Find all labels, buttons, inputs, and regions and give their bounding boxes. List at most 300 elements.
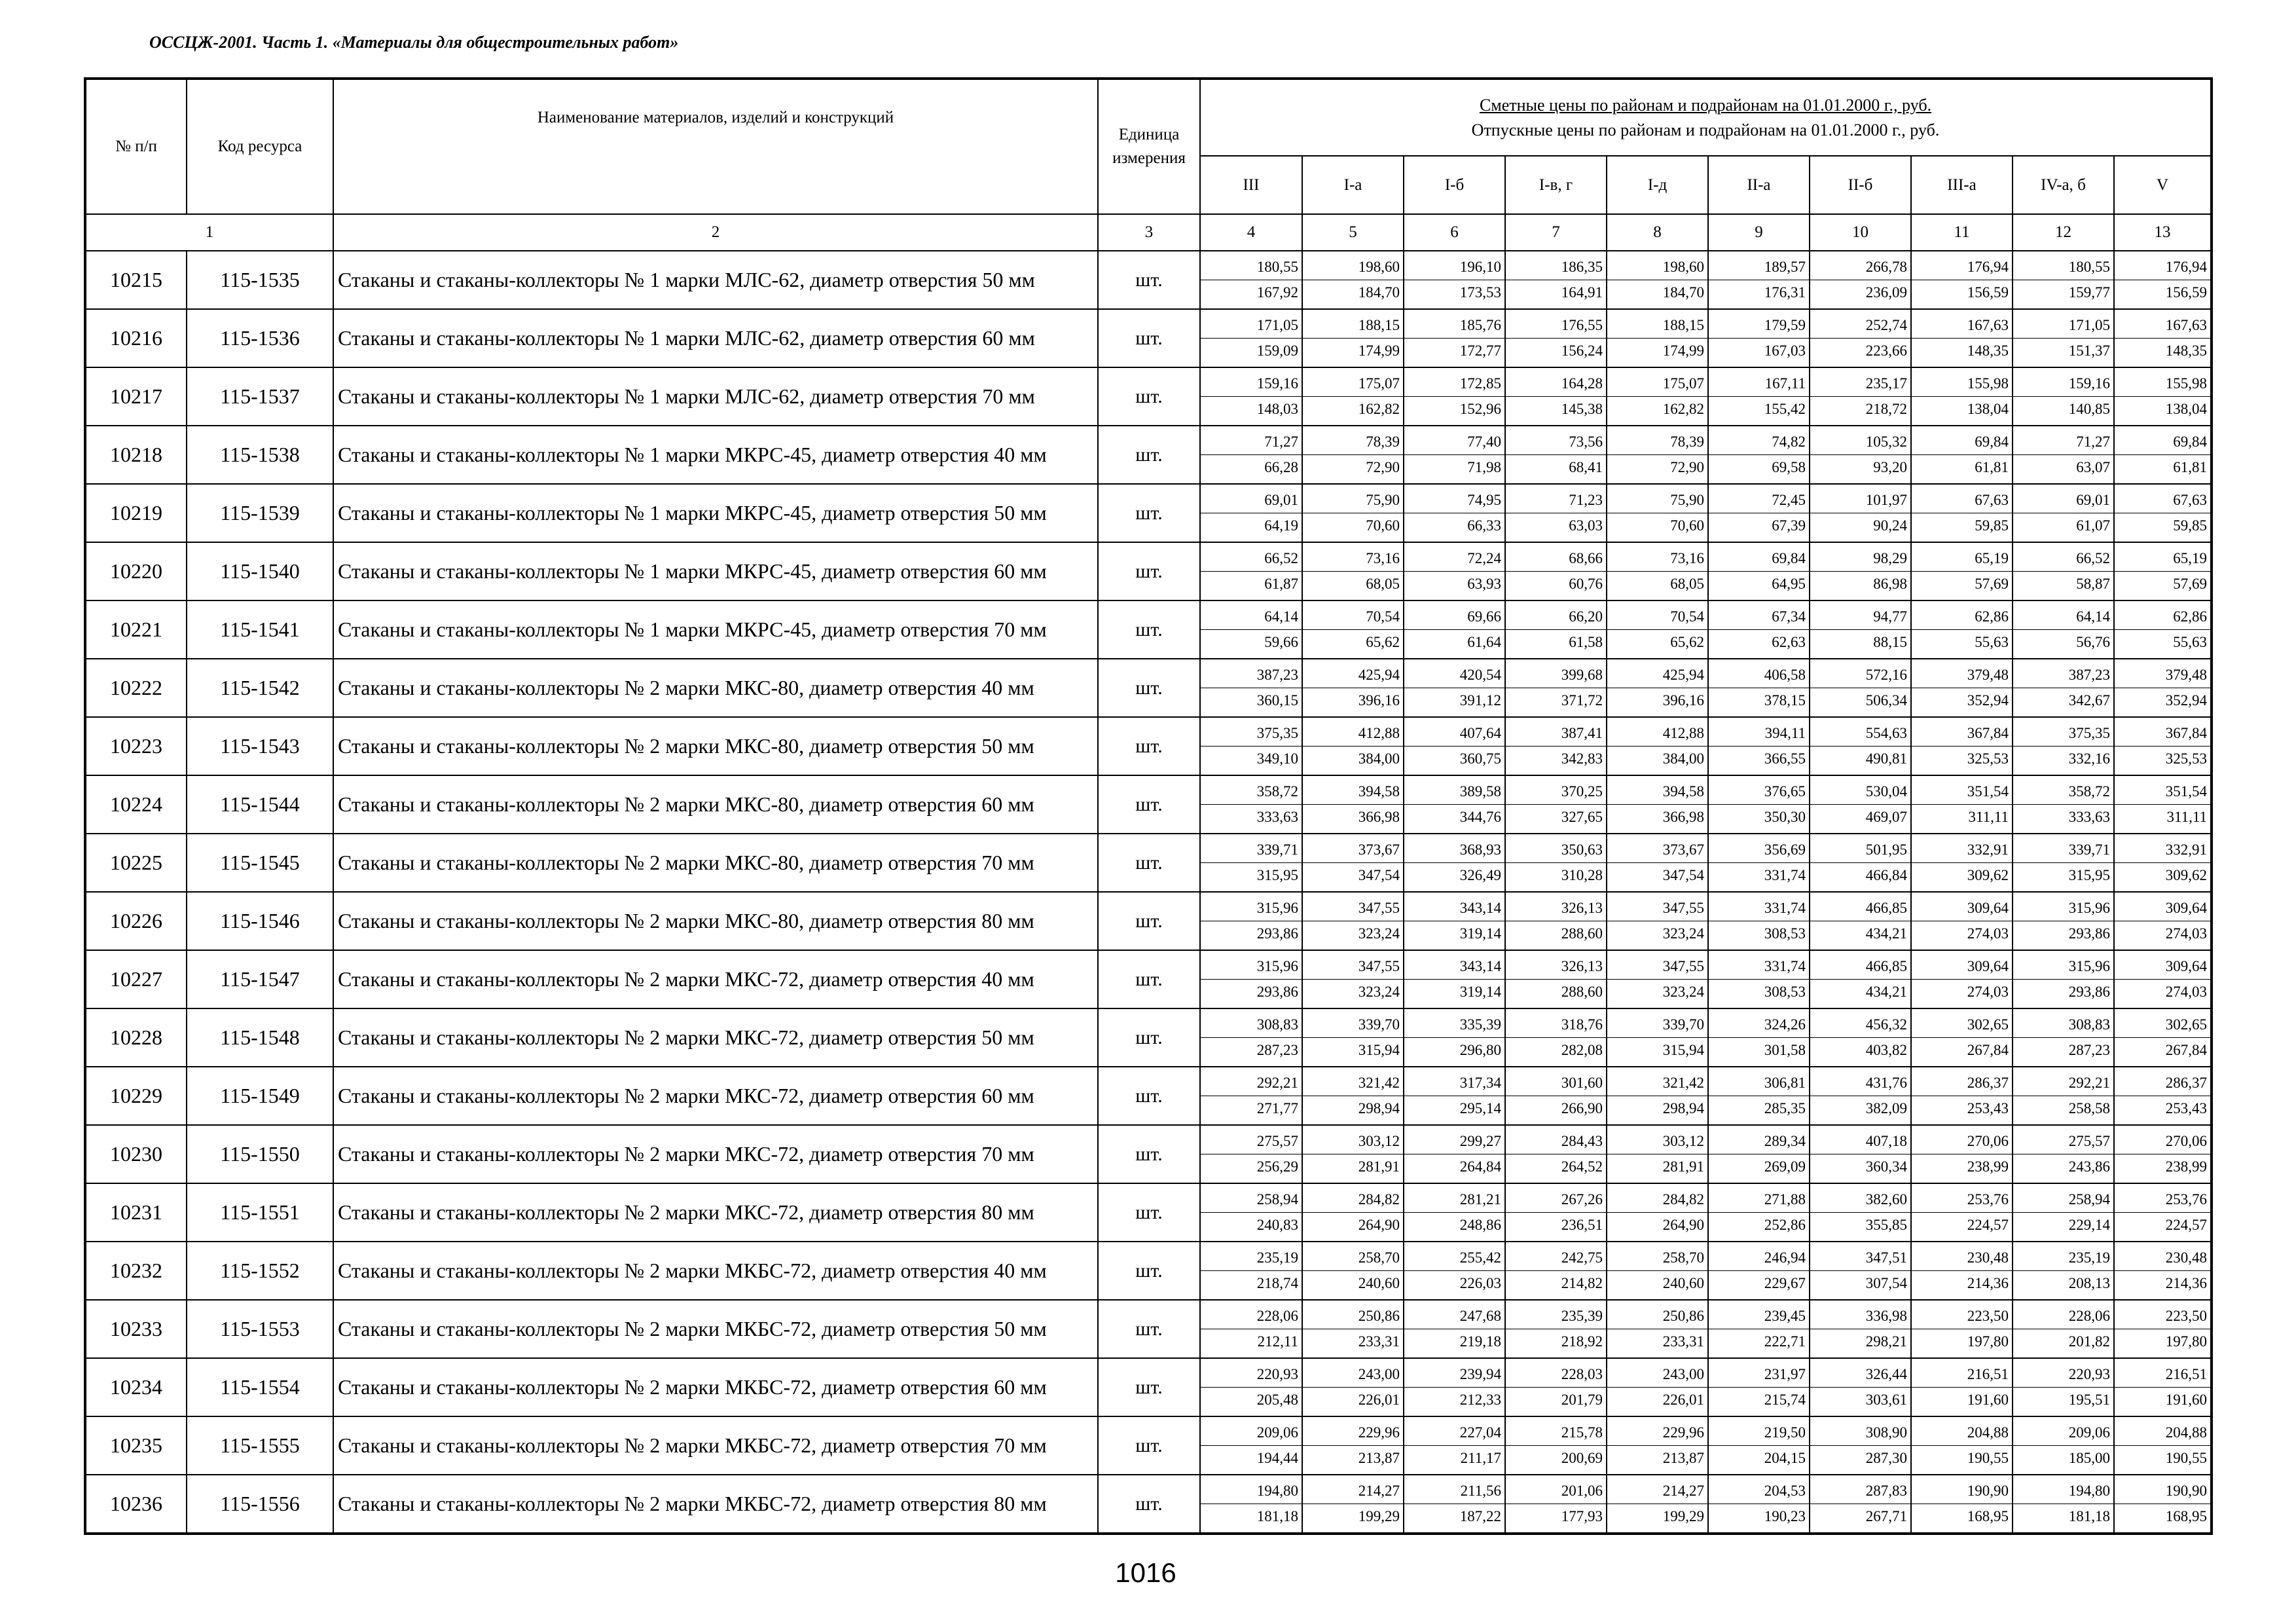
release-price: 308,53 [1764,925,1806,942]
estimate-price: 239,94 [1404,1362,1504,1388]
region-header: II-б [1810,156,1911,214]
estimate-price: 164,28 [1506,371,1606,397]
unit: шт. [1098,367,1200,426]
resource-code: 115-1536 [187,309,333,367]
release-price: 293,86 [1256,984,1298,1000]
price-cell [1708,1475,1810,1534]
release-price: 172,77 [1459,342,1501,359]
price-cell [1200,659,1302,717]
estimate-price: 284,43 [1506,1129,1606,1154]
column-number: 2 [333,214,1098,251]
price-cell [1708,1416,1810,1475]
estimate-price: 167,63 [1912,313,2012,339]
price-cell [1911,542,2013,600]
estimate-price: 394,58 [1607,779,1707,805]
release-price: 349,10 [1256,750,1298,767]
row-number: 10229 [85,1067,187,1125]
estimate-price: 204,88 [2115,1420,2210,1446]
estimate-price: 301,60 [1506,1071,1606,1096]
release-price: 226,01 [1358,1392,1400,1408]
resource-code: 115-1556 [187,1475,333,1534]
estimate-price: 250,86 [1607,1304,1707,1329]
price-cell [1200,950,1302,1008]
release-price: 148,35 [1967,342,2009,359]
estimate-price: 74,82 [1709,430,1809,455]
price-cell [1708,426,1810,484]
release-price: 287,30 [1865,1450,1907,1466]
estimate-price: 75,90 [1303,488,1403,513]
estimate-price: 287,83 [1810,1479,1910,1504]
price-cell [1505,1416,1607,1475]
price-cell [1505,1125,1607,1183]
release-price: 396,16 [1662,692,1704,709]
price-cell [1810,367,1911,426]
resource-code: 115-1553 [187,1300,333,1358]
price-cell [2013,1416,2114,1475]
material-name: Стаканы и стаканы-коллекторы № 2 марки МКС-72, диаметр отверстия 60 мм [333,1067,1098,1125]
release-price: 281,91 [1358,1158,1400,1175]
resource-code: 115-1551 [187,1183,333,1242]
release-price: 384,00 [1358,750,1400,767]
table-row [85,542,2212,600]
release-price: 200,69 [1561,1450,1603,1466]
row-number: 10220 [85,542,187,600]
price-cell [1911,659,2013,717]
estimate-price: 185,76 [1404,313,1504,339]
estimate-price: 339,70 [1607,1012,1707,1038]
row-number: 10215 [85,251,187,309]
release-price: 240,60 [1358,1275,1400,1291]
release-price: 187,22 [1459,1508,1501,1524]
release-price: 371,72 [1561,692,1603,709]
estimate-price: 247,68 [1404,1304,1504,1329]
release-price: 243,86 [2068,1158,2110,1175]
estimate-price: 347,55 [1607,896,1707,921]
price-cell [1505,542,1607,600]
estimate-price: 167,63 [2115,313,2210,339]
price-cell [1302,1183,1404,1242]
material-name: Стаканы и стаканы-коллекторы № 2 марки МКС-80, диаметр отверстия 50 мм [333,717,1098,775]
release-price: 59,66 [1264,634,1298,650]
price-cell [1302,775,1404,834]
estimate-price: 66,20 [1506,604,1606,630]
price-cell [2114,1416,2212,1475]
price-cell [2114,717,2212,775]
release-price: 156,59 [2165,284,2208,301]
release-price: 267,84 [2165,1042,2208,1058]
price-cell [2114,1067,2212,1125]
release-price: 285,35 [1764,1100,1806,1116]
release-price: 323,24 [1358,984,1400,1000]
price-cell [1200,1125,1302,1183]
release-price: 68,05 [1366,576,1400,592]
release-price: 168,95 [1967,1508,2009,1524]
estimate-price: 303,12 [1607,1129,1707,1154]
price-cell [1810,309,1911,367]
price-cell [1810,484,1911,542]
estimate-price: 382,60 [1810,1187,1910,1213]
release-price: 72,90 [1366,459,1400,475]
estimate-price: 326,13 [1506,954,1606,980]
release-price: 323,24 [1662,984,1704,1000]
release-price: 197,80 [2165,1333,2208,1350]
release-price: 195,51 [2068,1392,2110,1408]
release-price: 213,87 [1662,1450,1704,1466]
row-number: 10224 [85,775,187,834]
release-price: 434,21 [1865,925,1907,942]
price-cell [1911,426,2013,484]
table-row [85,1242,2212,1300]
price-cell [2013,1183,2114,1242]
estimate-price: 347,55 [1303,896,1403,921]
price-cell [1505,659,1607,717]
estimate-price: 235,19 [2013,1246,2113,1271]
price-cell [1404,367,1505,426]
release-price: 212,11 [1257,1333,1298,1350]
release-price: 309,62 [2165,867,2208,883]
release-price: 173,53 [1459,284,1501,301]
price-cell [1708,309,1810,367]
estimate-price: 275,57 [2013,1129,2113,1154]
estimate-price: 356,69 [1709,838,1809,863]
estimate-price: 155,98 [1912,371,2012,397]
price-cell [1404,892,1505,950]
price-cell [1302,426,1404,484]
price-cell [2114,1008,2212,1067]
release-price: 55,63 [1975,634,2009,650]
price-cell [1708,1183,1810,1242]
region-header: IV-а, б [2013,156,2114,214]
estimate-price: 351,54 [2115,779,2210,805]
release-price: 212,33 [1459,1392,1501,1408]
price-table [84,77,2213,1535]
release-price: 293,86 [1256,925,1298,942]
estimate-price: 198,60 [1303,255,1403,280]
resource-code: 115-1543 [187,717,333,775]
release-price: 159,77 [2068,284,2110,301]
release-price: 156,59 [1967,284,2009,301]
table-row [85,892,2212,950]
row-number: 10225 [85,834,187,892]
estimate-price: 204,88 [1912,1420,2012,1446]
estimate-price: 331,74 [1709,896,1809,921]
release-price: 490,81 [1865,750,1907,767]
row-number: 10216 [85,309,187,367]
estimate-price: 71,27 [2013,430,2113,455]
price-cell [1200,542,1302,600]
price-cell [1505,484,1607,542]
price-cell [1607,542,1708,600]
release-price: 176,31 [1764,284,1806,301]
release-price: 68,05 [1670,576,1704,592]
table-row [85,1183,2212,1242]
price-cell [1505,426,1607,484]
estimate-price: 171,05 [1201,313,1302,339]
row-number: 10227 [85,950,187,1008]
column-number: 12 [2013,214,2114,251]
price-cell [1404,950,1505,1008]
release-price: 240,83 [1256,1217,1298,1233]
release-price: 138,04 [2165,401,2208,417]
release-price: 68,41 [1569,459,1603,475]
price-cell [1302,1475,1404,1534]
price-cell [1810,1358,1911,1416]
price-cell [1708,834,1810,892]
estimate-price: 315,96 [2013,954,2113,980]
price-cell [1302,950,1404,1008]
estimate-price: 78,39 [1607,430,1707,455]
estimate-price: 332,91 [2115,838,2210,863]
release-price: 155,42 [1764,401,1806,417]
estimate-price: 75,90 [1607,488,1707,513]
price-cell [1404,1008,1505,1067]
material-name: Стаканы и стаканы-коллекторы № 1 марки МКРС-45, диаметр отверстия 60 мм [333,542,1098,600]
estimate-price: 258,94 [1201,1187,1302,1213]
estimate-price: 399,68 [1506,663,1606,688]
release-price: 295,14 [1459,1100,1501,1116]
release-price: 65,62 [1366,634,1400,650]
column-number: 4 [1200,214,1302,251]
estimate-price: 351,54 [1912,779,2012,805]
estimate-price: 71,23 [1506,488,1606,513]
price-cell [2114,309,2212,367]
unit: шт. [1098,1183,1200,1242]
estimate-price: 347,55 [1303,954,1403,980]
estimate-price: 66,52 [2013,546,2113,572]
estimate-price: 243,00 [1303,1362,1403,1388]
column-number: 1 [85,214,333,251]
price-cell [2114,950,2212,1008]
estimate-price: 246,94 [1709,1246,1809,1271]
release-price: 366,98 [1358,809,1400,825]
release-price: 218,72 [1865,401,1907,417]
price-cell [1810,1300,1911,1358]
estimate-price: 204,53 [1709,1479,1809,1504]
estimate-price: 367,84 [2115,721,2210,747]
estimate-price: 211,56 [1404,1479,1504,1504]
release-price: 191,60 [2165,1392,2208,1408]
unit: шт. [1098,950,1200,1008]
release-price: 93,20 [1873,459,1907,475]
price-cell [1404,659,1505,717]
release-price: 138,04 [1967,401,2009,417]
resource-code: 115-1544 [187,775,333,834]
row-number: 10236 [85,1475,187,1534]
estimate-price: 69,01 [1201,488,1302,513]
estimate-price: 554,63 [1810,721,1910,747]
price-cell [2013,367,2114,426]
price-cell [1200,426,1302,484]
estimate-price: 412,88 [1607,721,1707,747]
release-price: 140,85 [2068,401,2110,417]
estimate-price: 175,07 [1303,371,1403,397]
price-cell [2114,1475,2212,1534]
col-header-name: Наименование материалов, изделий и конструкций [333,79,1098,214]
release-price: 311,11 [2166,809,2208,825]
estimate-price: 347,51 [1810,1246,1910,1271]
release-price: 70,60 [1670,517,1704,534]
price-cell [1708,1008,1810,1067]
estimate-price: 324,26 [1709,1012,1809,1038]
estimate-price: 420,54 [1404,663,1504,688]
price-cell [1200,484,1302,542]
estimate-price: 318,76 [1506,1012,1606,1038]
estimate-price: 336,98 [1810,1304,1910,1329]
release-price: 360,15 [1256,692,1298,709]
estimate-price: 68,66 [1506,546,1606,572]
estimate-price: 286,37 [2115,1071,2210,1096]
release-price: 264,52 [1561,1158,1603,1175]
estimate-price: 343,14 [1404,954,1504,980]
release-price: 64,19 [1264,517,1298,534]
material-name: Стаканы и стаканы-коллекторы № 2 марки МКС-80, диаметр отверстия 60 мм [333,775,1098,834]
resource-code: 115-1548 [187,1008,333,1067]
release-price: 307,54 [1865,1275,1907,1291]
table-row [85,1125,2212,1183]
document-header: ОССЦЖ-2001. Часть 1. «Материалы для общестроительных работ» [149,33,679,52]
material-name: Стаканы и стаканы-коллекторы № 2 марки МКБС-72, диаметр отверстия 40 мм [333,1242,1098,1300]
release-price: 296,80 [1459,1042,1501,1058]
price-cell [1911,950,2013,1008]
price-cell [2013,717,2114,775]
release-price: 213,87 [1358,1450,1400,1466]
price-cell [1404,1242,1505,1300]
release-price: 274,03 [1967,984,2009,1000]
release-price: 199,29 [1662,1508,1704,1524]
material-name: Стаканы и стаканы-коллекторы № 1 марки МКРС-45, диаметр отверстия 40 мм [333,426,1098,484]
release-price: 325,53 [1967,750,2009,767]
price-cell [1302,1358,1404,1416]
estimate-price: 77,40 [1404,430,1504,455]
release-price: 61,81 [1975,459,2009,475]
price-cell [2013,484,2114,542]
release-price: 205,48 [1256,1392,1298,1408]
prices-title-release: Отпускные цены по районам и подрайонам на 01.01.2000 г., руб. [1471,120,1940,139]
price-cell [2013,426,2114,484]
price-cell [1810,1475,1911,1534]
release-price: 288,60 [1561,925,1603,942]
estimate-price: 303,12 [1303,1129,1403,1154]
price-cell [1810,950,1911,1008]
release-price: 148,03 [1256,401,1298,417]
release-price: 229,14 [2068,1217,2110,1233]
estimate-price: 275,57 [1201,1129,1302,1154]
price-cell [2013,600,2114,659]
price-cell [1200,1475,1302,1534]
price-cell [2013,309,2114,367]
estimate-price: 309,64 [1912,896,2012,921]
release-price: 271,77 [1256,1100,1298,1116]
price-cell [1200,1416,1302,1475]
price-cell [1302,659,1404,717]
price-cell [2013,1242,2114,1300]
estimate-price: 368,93 [1404,838,1504,863]
estimate-price: 176,94 [2115,255,2210,280]
estimate-price: 335,39 [1404,1012,1504,1038]
release-price: 222,71 [1764,1333,1806,1350]
price-cell [1911,484,2013,542]
price-cell [1607,659,1708,717]
price-cell [1200,251,1302,309]
price-cell [1708,600,1810,659]
estimate-price: 375,35 [1201,721,1302,747]
price-cell [1810,426,1911,484]
estimate-price: 456,32 [1810,1012,1910,1038]
price-cell [1810,892,1911,950]
price-cell [1200,309,1302,367]
unit: шт. [1098,484,1200,542]
estimate-price: 258,70 [1303,1246,1403,1271]
table-row [85,834,2212,892]
estimate-price: 231,97 [1709,1362,1809,1388]
resource-code: 115-1538 [187,426,333,484]
price-cell [2114,542,2212,600]
price-cell [1404,484,1505,542]
price-cell [1505,1242,1607,1300]
estimate-price: 425,94 [1303,663,1403,688]
price-cell [1505,892,1607,950]
resource-code: 115-1554 [187,1358,333,1416]
release-price: 191,60 [1967,1392,2009,1408]
release-price: 311,11 [1968,809,2009,825]
price-cell [2013,251,2114,309]
release-price: 298,94 [1358,1100,1400,1116]
estimate-price: 72,45 [1709,488,1809,513]
resource-code: 115-1535 [187,251,333,309]
price-cell [1404,1125,1505,1183]
unit: шт. [1098,1475,1200,1534]
release-price: 315,94 [1358,1042,1400,1058]
estimate-price: 176,55 [1506,313,1606,339]
release-price: 229,67 [1764,1275,1806,1291]
price-cell [2114,834,2212,892]
release-price: 360,75 [1459,750,1501,767]
row-number: 10218 [85,426,187,484]
release-price: 288,60 [1561,984,1603,1000]
estimate-price: 339,70 [1303,1012,1403,1038]
release-price: 148,35 [2165,342,2208,359]
price-cell [1810,600,1911,659]
price-cell [1810,717,1911,775]
release-price: 293,86 [2068,984,2110,1000]
estimate-price: 230,48 [1912,1246,2012,1271]
release-price: 214,36 [2165,1275,2208,1291]
release-price: 267,84 [1967,1042,2009,1058]
row-number: 10219 [85,484,187,542]
release-price: 218,74 [1256,1275,1298,1291]
col-header-num: № п/п [85,79,187,214]
price-cell [1607,426,1708,484]
estimate-price: 235,19 [1201,1246,1302,1271]
release-price: 224,57 [2165,1217,2208,1233]
price-cell [1810,542,1911,600]
estimate-price: 308,90 [1810,1420,1910,1446]
release-price: 342,83 [1561,750,1603,767]
estimate-price: 326,44 [1810,1362,1910,1388]
estimate-price: 299,27 [1404,1129,1504,1154]
estimate-price: 308,83 [2013,1012,2113,1038]
price-cell [1810,1067,1911,1125]
price-cell [1810,834,1911,892]
estimate-price: 317,34 [1404,1071,1504,1096]
release-price: 214,36 [1967,1275,2009,1291]
release-price: 352,94 [1967,692,2009,709]
price-cell [1302,309,1404,367]
release-price: 218,92 [1561,1333,1603,1350]
page-number: 1016 [1115,1557,1176,1588]
material-name: Стаканы и стаканы-коллекторы № 2 марки МКБС-72, диаметр отверстия 60 мм [333,1358,1098,1416]
estimate-price: 242,75 [1506,1246,1606,1271]
